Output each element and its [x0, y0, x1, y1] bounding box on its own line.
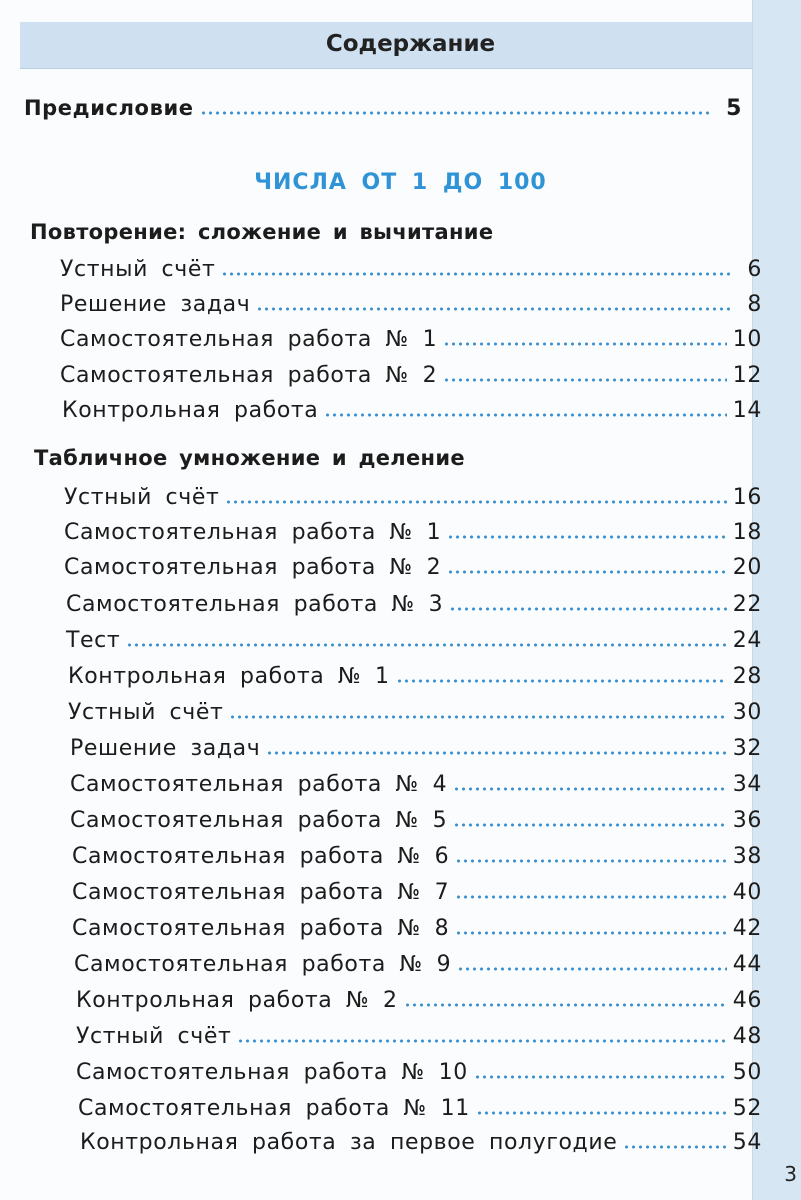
toc-row[interactable]	[68, 664, 762, 689]
toc-page-number: 40	[732, 880, 762, 905]
toc-label: Контрольная работа № 1	[68, 664, 390, 689]
leader-dots	[455, 858, 727, 864]
leader-dots	[447, 534, 727, 540]
leader-dots	[200, 110, 710, 116]
toc-label: Устный счёт	[60, 257, 216, 282]
toc-page-number: 14	[732, 398, 762, 423]
leader-dots	[443, 377, 727, 383]
toc-row[interactable]	[66, 628, 762, 653]
leader-dots	[453, 822, 727, 828]
toc-row[interactable]	[70, 736, 762, 761]
toc-label: Самостоятельная работа № 8	[72, 916, 450, 941]
toc-page-number: 16	[732, 485, 762, 510]
toc-row[interactable]	[64, 485, 762, 510]
toc-page-number: 52	[732, 1096, 762, 1121]
toc-page-number: 42	[732, 916, 762, 941]
leader-dots	[449, 606, 727, 612]
leader-dots	[447, 569, 727, 575]
toc-row[interactable]	[64, 555, 762, 580]
toc-row[interactable]	[64, 520, 762, 545]
toc-page-number: 30	[732, 700, 762, 725]
toc-page-number: 22	[732, 592, 762, 617]
toc-page-number: 32	[732, 736, 762, 761]
toc-label: Самостоятельная работа № 2	[64, 555, 442, 580]
toc-row[interactable]	[76, 988, 762, 1013]
leader-dots	[256, 306, 730, 312]
leader-dots	[457, 966, 727, 972]
leader-dots	[455, 894, 727, 900]
leader-dots	[453, 786, 727, 792]
toc-row[interactable]	[70, 808, 762, 833]
toc-row[interactable]	[70, 772, 762, 797]
toc-label: Контрольная работа за первое полугодие	[80, 1130, 618, 1155]
toc-page-number: 38	[732, 844, 762, 869]
toc-row[interactable]	[66, 592, 762, 617]
leader-dots	[474, 1074, 727, 1080]
toc-label: Устный счёт	[76, 1024, 232, 1049]
toc-row[interactable]	[62, 398, 762, 423]
toc-page-number: 54	[732, 1130, 762, 1155]
toc-row[interactable]	[60, 363, 762, 388]
leader-dots	[266, 750, 726, 756]
leader-dots	[324, 412, 726, 418]
chapter-title: ЧИСЛА ОТ 1 ДО 100	[254, 170, 547, 195]
toc-row[interactable]	[74, 952, 762, 977]
section-heading: Повторение: сложение и вычитание	[30, 220, 494, 244]
toc-page-number: 20	[732, 555, 762, 580]
toc-row[interactable]	[72, 844, 762, 869]
leader-dots	[404, 1002, 727, 1008]
toc-label: Самостоятельная работа № 3	[66, 592, 444, 617]
toc-label: Самостоятельная работа № 9	[74, 952, 452, 977]
toc-page-number: 18	[732, 520, 762, 545]
toc-label: Самостоятельная работа № 4	[70, 772, 448, 797]
leader-dots	[126, 642, 727, 648]
toc-label: Тест	[66, 628, 121, 653]
toc-label: Самостоятельная работа № 11	[78, 1096, 470, 1121]
section-heading: Табличное умножение и деление	[34, 446, 465, 470]
toc-row[interactable]	[60, 292, 762, 317]
toc-label: Самостоятельная работа № 6	[72, 844, 450, 869]
toc-label: Самостоятельная работа № 1	[60, 327, 438, 352]
leader-dots	[237, 1038, 726, 1044]
toc-page-number: 24	[732, 628, 762, 653]
page-number: 3	[784, 1162, 797, 1186]
toc-label: Самостоятельная работа № 1	[64, 520, 442, 545]
toc-label: Контрольная работа № 2	[76, 988, 398, 1013]
toc-row[interactable]	[80, 1130, 762, 1155]
leader-dots	[623, 1144, 726, 1150]
toc-label: Контрольная работа	[62, 398, 319, 423]
leader-dots	[455, 930, 727, 936]
toc-label: Самостоятельная работа № 10	[76, 1060, 468, 1085]
toc-row[interactable]	[72, 916, 762, 941]
leader-dots	[221, 271, 730, 277]
toc-label: Самостоятельная работа № 2	[60, 363, 438, 388]
leader-dots	[443, 341, 727, 347]
toc-row[interactable]	[72, 880, 762, 905]
leader-dots	[229, 714, 726, 720]
toc-row[interactable]	[60, 257, 762, 282]
toc-row[interactable]	[60, 327, 762, 352]
toc-label: Самостоятельная работа № 5	[70, 808, 448, 833]
toc-page-number: 50	[732, 1060, 762, 1085]
leader-dots	[476, 1110, 727, 1116]
toc-page-number: 48	[732, 1024, 762, 1049]
toc-page-number: 36	[732, 808, 762, 833]
toc-page-number: 46	[732, 988, 762, 1013]
toc-row-preface[interactable]	[24, 96, 742, 121]
toc-page-number: 8	[747, 292, 762, 317]
toc-page-number: 34	[732, 772, 762, 797]
toc-label: Устный счёт	[64, 485, 220, 510]
toc-page-number: 10	[732, 327, 762, 352]
toc-page-number: 12	[732, 363, 762, 388]
toc-row[interactable]	[76, 1024, 762, 1049]
toc-row[interactable]	[68, 700, 762, 725]
toc-label: Устный счёт	[68, 700, 224, 725]
toc-page-number: 5	[726, 96, 742, 121]
leader-dots	[225, 499, 726, 505]
leader-dots	[396, 678, 727, 684]
toc-label: Решение задач	[60, 292, 251, 317]
toc-label: Решение задач	[70, 736, 261, 761]
toc-row[interactable]	[78, 1096, 762, 1121]
toc-row[interactable]	[76, 1060, 762, 1085]
toc-page-number: 44	[732, 952, 762, 977]
toc-label: Предисловие	[24, 96, 194, 120]
toc-page-number: 6	[747, 257, 762, 282]
toc-page-number: 28	[732, 664, 762, 689]
page-title: Содержание	[325, 31, 496, 57]
toc-label: Самостоятельная работа № 7	[72, 880, 450, 905]
